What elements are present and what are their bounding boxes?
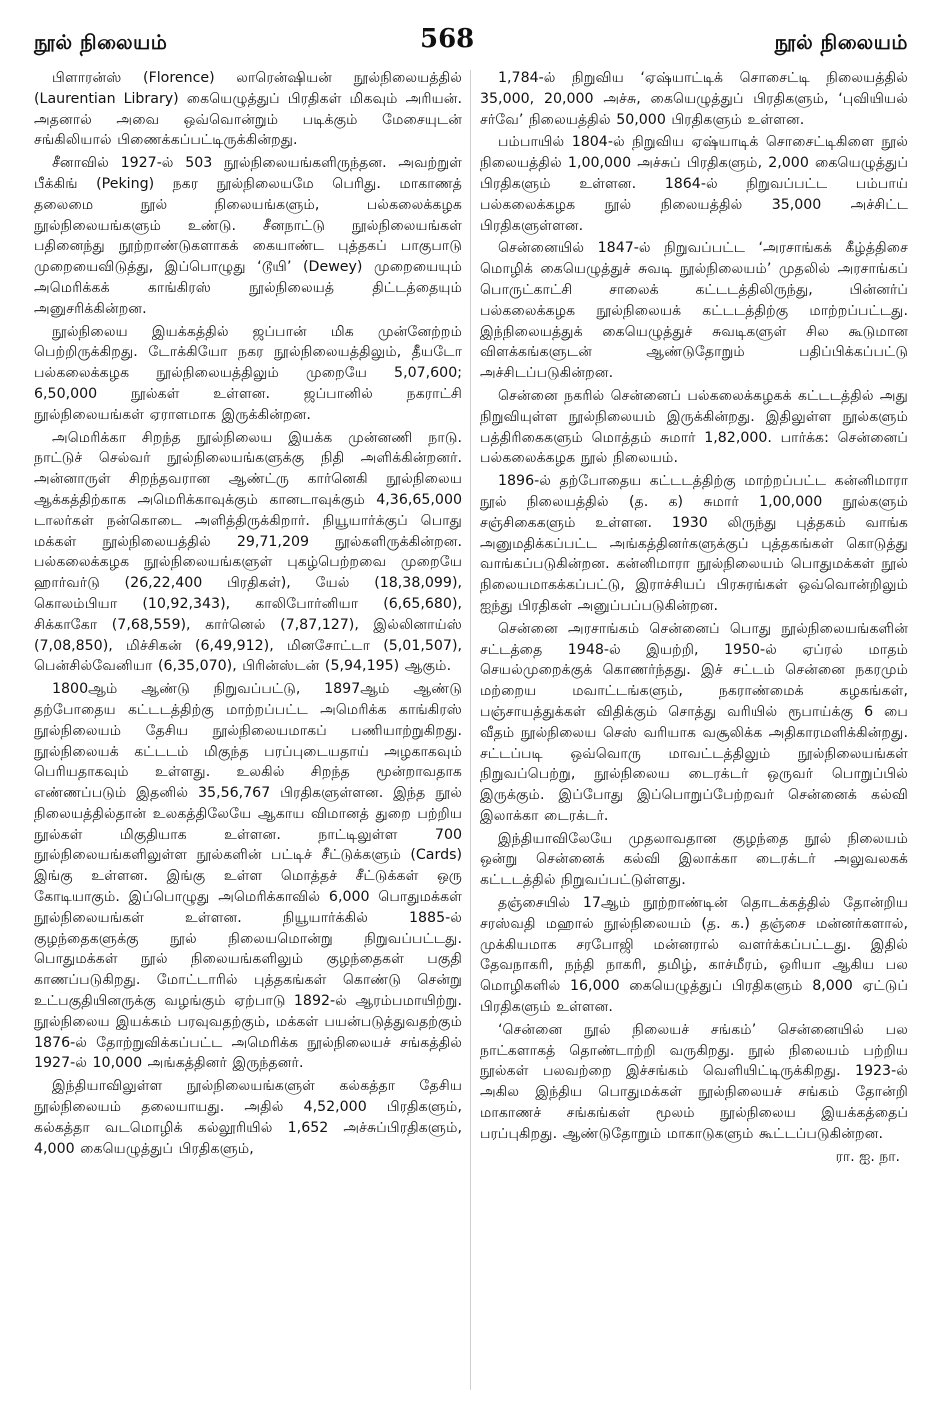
paragraph-china: சீனாவில் 1927-ல் 503 நூல்நிலையங்களிருந்தன. அவற்றுள் பீக்கிங் (Peking) நகர நூல்நிலையமே பெரிது. மாகாணத் தலைமை நூல் நிலையங்களும், பல்கலைக்கழக நூல்நிலையங்களும் உண்டு. சீனநாட்டு நூல்நிலையங்கள் பதினைந்து நூற்றாண்டுகளாகக் கையாண்ட புத்தகப் பாகுபாடு முறையைவிடுத்து, இப்பொழுது ‘டூயி’ (Dewey) முறையையும் அமெரிக்கக் காங்கிரஸ் நூல்நிலையத் திட்டத்தையும் அனுசரிக்கின்றன. [34, 155, 462, 317]
paragraph-library-association: ‘சென்னை நூல் நிலையச் சங்கம்’ சென்னையில் பல நாட்களாகத் தொண்டாற்றி வருகிறது. நூல் நிலையம் பற்றிய நூல்கள் பலவற்றை இச்சங்கம் வெளியிட்டிருக்கிறது. 1923-ல் அகில இந்திய பொதுமக்கள் நூல்நிலையச் சங்கம் தோன்றி மாகாணச் சங்கங்கள் மூலம் நூல்நிலைய இயக்கத்தைப் பரப்புகிறது. ஆண்டுதோறும் மாகாடுகளும் கூட்டப்படுகின்றன. [480, 1021, 908, 1142]
paragraph-india: இந்தியாவிலுள்ள நூல்நிலையங்களுள் கல்கத்தா தேசிய நூல்நிலையம் தலையாயது. அதில் 4,52,000 பிரதிகளும், கல்கத்தா வடமொழிக் கல்லூரியில் 1,652 அச்சுப்பிரதிகளும், 4,000 கையெழுத்துப் பிரதிகளும், [34, 1078, 462, 1157]
paragraph-america: அமெரிக்கா சிறந்த நூல்நிலைய இயக்க முன்னணி நாடு. நாட்டுச் செல்வர் நூல்நிலையங்களுக்கு நிதி அளிக்கின்றனர். அன்னாருள் சிறந்தவரான ஆண்ட்ரு கார்னெகி நூல்நிலைய ஆக்கத்திற்காக அமெரிக்காவுக்கும் கானடாவுக்கும் 4,36,65,000 டாலர்கள் நன்கொடை அளித்திருக்கிறார். நியூயார்க்குப் பொது மக்கள் நூல்நிலையத்தில் 29,71,209 நூல்களிருக்கின்றன. பல்கலைக்கழக நூல்நிலையங்களுள் புகழ்பெற்றவை முறையே ஹார்வர்டு (26,22,400 பிரதிகள்), யேல் (18,38,099), கொலம்பியா (10,92,343), காலிபோர்னியா (6,65,680), சிக்காகோ (7,68,559), கார்னெல் (7,87,127), இல்லினாய்ஸ் (7,08,850), மிச்சிகன் (6,49,912), மினசோட்டா (5,01,507), பென்சில்வேனியா (6,35,070), பிரின்ஸ்டன் (5,94,195) ஆகும். [34, 429, 462, 675]
paragraph-bombay: பம்பாயில் 1804-ல் நிறுவிய ஏஷ்யாடிக் சொசைட்டிகிளை நூல் நிலையத்தில் 1,00,000 அச்சுப் பிரதிகளும், 2,000 கையெழுத்துப் பிரதிகளும் உள்ளன. 1864-ல் நிறுவப்பட்ட பம்பாய் பல்கலைக்கழக நூல் நிலையத்தில் 35,000 அச்சிட்ட பிரதிகளுள்ளன. [480, 134, 908, 234]
paragraph-asiatic-society: 1,784-ல் நிறுவிய ‘ஏஷ்யாட்டிக் சொசைட்டி நிலையத்தில் 35,000, 20,000 அச்சு, கையெழுத்துப் பிரதிகளும், ‘புவியியல் சர்வே’ நிலையத்தில் 50,000 பிரதிகளும் உள்ளன. [480, 70, 908, 128]
running-head-left: நூல் நிலையம் [34, 30, 168, 54]
paragraph-florence: பிளாரன்ஸ் (Florence) லாரென்ஷியன் நூல்நிலையத்தில் (Laurentian Library) கையெழுத்துப் பிரதிகள் மிகவும் அரியன். அதனால் அவை ஒவ்வொன்றும் படிக்கும் மேசையுடன் சங்கிலியால் பிணைக்கப்பட்டிருக்கின்றது. [34, 70, 462, 149]
left-column [34, 68, 462, 1413]
page-number: 568 [420, 24, 475, 54]
page-header [0, 0, 940, 64]
column-divider [470, 70, 471, 1390]
author-signature: ரா. ஐ. நா. [835, 1148, 900, 1165]
paragraph-children-library: இந்தியாவிலேயே முதலாவதான குழந்தை நூல் நிலையம் ஒன்று சென்னைக் கல்வி இலாக்கா டைரக்டர் அலுவலகக் கட்டடத்தில் நிறுவப்பட்டுள்ளது. [480, 830, 908, 889]
paragraph-connemara: 1896-ல் தற்போதைய கட்டடத்திற்கு மாற்றப்பட்ட கன்னிமாரா நூல் நிலையத்தில் (த. க) சுமார் 1,00,000 நூல்களும் சஞ்சிகைகளும் உள்ளன. 1930 லிருந்து புத்தகம் வாங்க அனுமதிக்கப்பட்ட அங்கத்தினர்களுக்குப் புத்தகங்கள் கொடுத்து வாங்கப்படுகின்றன. கன்னிமாரா நூல்நிலையம் பொதுமக்கள் நூல் நிலையமாகக்கப்பட்டு, இராச்சியப் பிரசுரங்கள் ஒவ்வொன்றிலும் ஐந்து பிரதிகள் அனுப்பப்படுகின்றன. [480, 473, 908, 614]
running-head-right: நூல் நிலையம் [774, 30, 908, 54]
paragraph-saraswathi-mahal: தஞ்சையில் 17ஆம் நூற்றாண்டின் தொடக்கத்தில் தோன்றிய சரஸ்வதி மஹால் நூல்நிலையம் (த. க.) தஞ்சை மன்னர்களால், முக்கியமாக சரபோஜி மன்னரால் வளர்க்கப்பட்டது. இதில் தேவநாகரி, நந்தி நாகரி, தமிழ், காச்மீரம், ஒரியா ஆகிய பல மொழிகளில் 16,000 கையெழுத்துப் பிரதிகளும் 8,000 ஏட்டுப் பிரதிகளும் உள்ளன. [480, 895, 908, 1016]
paragraph-japan: நூல்நிலைய இயக்கத்தில் ஜப்பான் மிக முன்னேற்றம் பெற்றிருக்கிறது. டோக்கியோ நகர நூல்நிலையத்திலும், தீயடோ பல்கலைக்கழக நூல்நிலையத்திலும் முறையே 5,07,600; 6,50,000 நூல்கள் உள்ளன. ஜப்பானில் நகராட்சி நூல்நிலையங்கள் ஏராளமாக இருக்கின்றன. [34, 323, 462, 423]
paragraph-madras-manuscripts: சென்னையில் 1847-ல் நிறுவப்பட்ட ‘அரசாங்கக் கீழ்த்திசை மொழிக் கையெழுத்துச் சுவடி நூல்நிலையம்’ முதலில் அரசாங்கப் பொருட்காட்சி சாலைக் கட்டடத்திலிருந்து, பின்னர்ப் பல்கலைக்கழக நூல்நிலையக் கட்டடத்திற்கு மாற்றப்பட்டது. இந்நிலையத்துக் கையெழுத்துச் சுவடிகளுள் சில கூடுமான விளக்கங்களுடன் ஆண்டுதோறும் பதிப்பிக்கப்பட்டு அச்சிடப்படுகின்றன. [480, 240, 908, 382]
right-column [480, 68, 908, 1413]
paragraph-congress-library: 1800ஆம் ஆண்டு நிறுவப்பட்டு, 1897ஆம் ஆண்டு தற்போதைய கட்டடத்திற்கு மாற்றப்பட்ட அமெரிக்க காங்கிரஸ் நூல்நிலையம் தேசிய நூல்நிலையமாகப் பணியாற்றுகிறது. நூல்நிலையக் கட்டடம் மிகுந்த பரப்புடையதாய் அழகாகவும் பெரியதாகவும் உள்ளது. உலகில் சிறந்த மூன்றாவதாக எண்ணப்படும் இதனில் 35,56,767 பிரதிகளுள்ளன. இந்த நூல் நிலையத்தில்தான் உலகத்திலேயே ஆகாய விமானத் துறை பற்றிய நூல்கள் மிகுதியாக உள்ளன. நாட்டிலுள்ள 700 நூல்நிலையங்களிலுள்ள நூல்களின் பட்டிச் சீட்டுக்களும் (Cards) இங்கு உள்ளன. இங்கு உள்ள மொத்தச் சீட்டுக்கள் ஒரு கோடியாகும். இப்பொழுது அமெரிக்காவில் 6,000 பொதுமக்கள் நூல்நிலையங்கள் உள்ளன. நியூயார்க்கில் 1885-ல் குழந்தைகளுக்கு நூல் நிலையமொன்று நிறுவப்பட்டது. பொதுமக்கள் நூல் நிலையங்களிலும் குழந்தைகள் பகுதி காணப்படுகிறது. மோட்டாரில் புத்தகங்கள் கொண்டு சென்று உட்பகுதியினருக்கு வழங்கும் ஏற்பாடு 1892-ல் ஆரம்பமாயிற்று. நூல்நிலைய இயக்கம் பரவுவதற்கும், மக்கள் பயன்படுத்துவதற்கும் 1876-ல் தோற்றுவிக்கப்பட்ட அமெரிக்க நூல்நிலையச் சங்கத்தில் 1927-ல் 10,000 அங்கத்தினர் இருந்தனர். [34, 681, 462, 1072]
paragraph-library-act: சென்னை அரசாங்கம் சென்னைப் பொது நூல்நிலையங்களின் சட்டத்தை 1948-ல் இயற்றி, 1950-ல் ஏப்ரல் மாதம் செயல்முறைக்குக் கொணர்ந்தது. இச் சட்டம் சென்னை நகரமும் மற்றைய மவாட்டங்களும், நகராண்மைக் கழகங்கள், பஞ்சாயத்துக்கள் விதிக்கும் சொத்து வரியில் ரூபாய்க்கு 6 பை வீதம் நூல்நிலைய செஸ் வரியாக வசூலிக்க அதிகாரமளிக்கின்றது. சட்டப்படி ஒவ்வொரு மாவட்டத்திலும் நூல்நிலையங்கள் நிறுவப்பெற்று, நூல்நிலைய டைரக்டர் ஒருவர் பொறுப்பில் இருக்கும். இப்போது இப்பொறுப்பேற்றவர் சென்னைக் கல்வி இலாக்கா டைரக்டர். [480, 620, 908, 824]
paragraph-madras-university: சென்னை நகரில் சென்னைப் பல்கலைக்கழகக் கட்டடத்தில் அது நிறுவியுள்ள நூல்நிலையம் இருக்கின்றது. இதிலுள்ள நூல்களும் பத்திரிகைகளும் மொத்தம் சுமார் 1,82,000. பார்க்க: சென்னைப் பல்கலைக்கழக நூல் நிலையம். [480, 387, 908, 467]
